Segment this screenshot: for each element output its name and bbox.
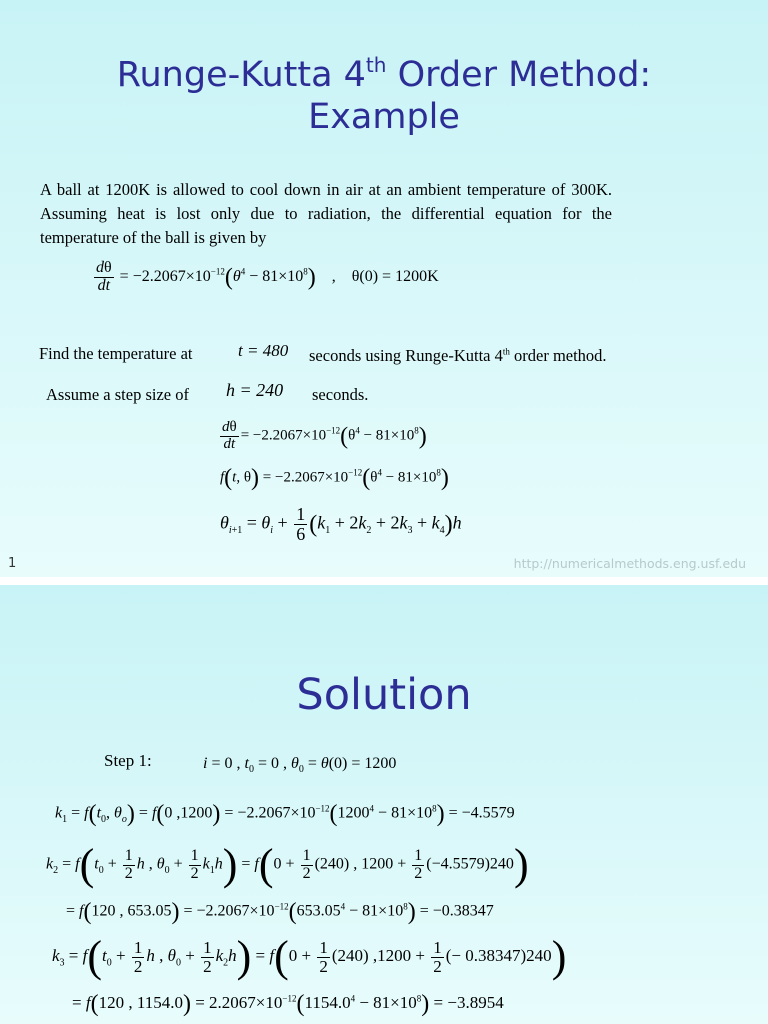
k3-equation: $k_3 = f(t_0$ + $\frac{1}{2}$ h , $\theta_0$ + $\frac{1}{2}$ $k_2h) = f(0$ + $\frac{1}{2}$ (240) ,1200 + $\frac{1}{2}$ (− 0.38347)240) <box>52 932 567 981</box>
assume-text-2: seconds. <box>312 385 369 404</box>
k1-result: = −4.5579 <box>448 804 515 822</box>
problem-statement: A ball at 1200K is allowed to cool down in air at an ambient temperature of 300K. Assuming heat is lost only due to radiation, the differential equation for the temperature of the ball is given by <box>40 180 612 247</box>
title-line-2: Example <box>308 97 460 137</box>
k2-result-line: = f(120 , $653.05) = -2.2067\times 10^{-12}(653.05^4 - 81\times 10^8) = -0.38347$ <box>66 899 494 925</box>
slide-title <box>0 54 768 138</box>
ode-restated: $\frac{d\theta}{dt}$ = $-2.2067\times 10^{-12}(\theta^4 - 81\times 10^8)$ <box>222 419 427 452</box>
find-text-3: order method. <box>509 346 607 365</box>
ode-exponent: −12 <box>210 266 225 277</box>
ode-equation: $\frac{d\theta}{dt}$ = $-2.2067\times 10^{-12}(\theta^4 - 81\times 10^8)$ , θ(0) = 1200K <box>96 259 439 294</box>
title-superscript: th <box>365 53 387 77</box>
slide-separator <box>0 577 768 585</box>
page-number: 1 <box>8 556 17 571</box>
title-part: Order Method: <box>386 55 652 95</box>
step-label: Step 1: <box>104 751 152 770</box>
k3-result: = −3.8954 <box>433 992 504 1012</box>
rk4-formula: $\theta_{i+1} = \theta_i$ + $\frac{1}{6}$ $(k_1 + 2k_2 + 2k_3 + k_4)h$ <box>220 504 462 544</box>
k3-result-line: = f(120 , $1154.0) = 2.2067\times 10^{-12}(1154.0^4 - 81\times 10^8) = -3.8954$ <box>72 991 504 1017</box>
k2-result: = −0.38347 <box>419 902 494 920</box>
step1-initial: i = 0 , $t_0 = 0$ , $\theta_0 = \theta(0) = 1200$ <box>203 755 397 776</box>
assume-text: Assume a step size of <box>46 385 189 404</box>
initial-condition: θ(0) = 1200K <box>351 267 439 285</box>
target-time <box>238 341 288 361</box>
footer-url[interactable]: http://numericalmethods.eng.usf.edu <box>513 556 746 571</box>
find-text-2: seconds using Runge-Kutta 4 <box>309 346 503 365</box>
find-superscript: th <box>502 346 510 357</box>
slide-title: Solution <box>296 670 472 720</box>
step-size-value: h = 240 <box>226 380 284 400</box>
target-time-value: t = 480 <box>238 341 289 360</box>
title-part: Runge-Kutta 4 <box>116 55 366 95</box>
k1-equation: $k_1 = f(t_0$, $\theta_o) = f(0$ $,1200) = -2.2067\times 10^{-12}(1200^4 - 81\times 10^8) = -4.5579$ <box>55 801 515 827</box>
slide-2 <box>0 585 768 1024</box>
function-definition: f(t, $\theta) = -2.2067\times 10^{-12}(\theta^4 - 81\times 10^8)$ <box>220 465 449 491</box>
find-method-text <box>309 346 607 366</box>
k2-equation: $k_2 = f(t_0$ + $\frac{1}{2}$ h , $\theta_0$ + $\frac{1}{2}$ $k_1h) = f(0$ + $\frac{1}{2}$ (240) , 1200 + $\frac{1}{2}$ (−4.5579)240) <box>46 840 529 889</box>
step-size <box>226 380 283 401</box>
find-text: Find the temperature at <box>39 344 193 363</box>
ode-coefficient: = −2.2067×10 <box>119 267 211 285</box>
